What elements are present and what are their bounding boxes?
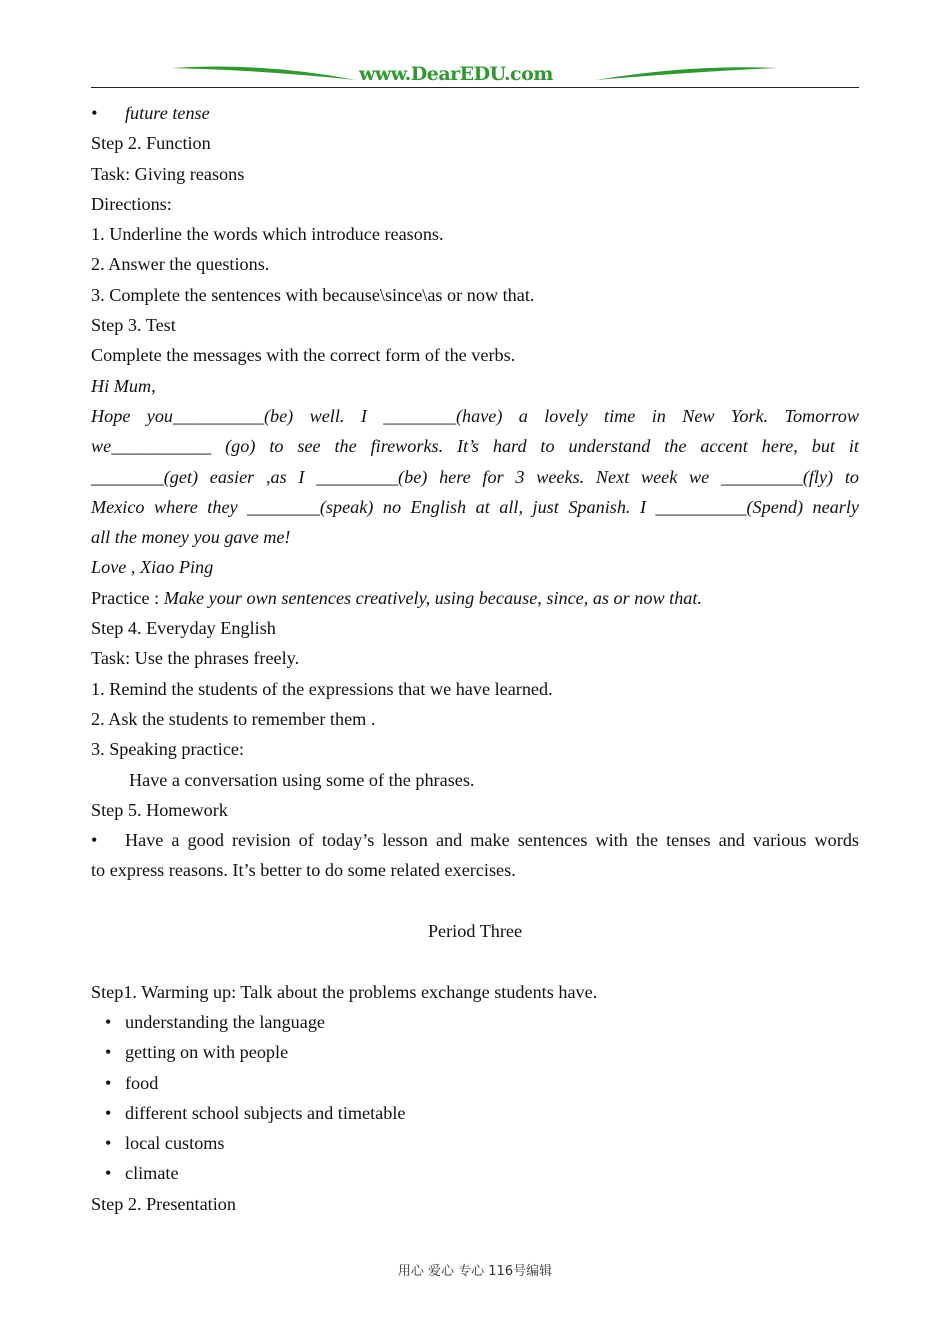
bullet-icon: • [105, 1163, 112, 1184]
step-heading: Step 3. Test [91, 315, 176, 336]
task-item: 2. Ask the students to remember them . [91, 708, 376, 729]
direction-item: 2. Answer the questions. [91, 254, 270, 275]
task-line: Task: Giving reasons [91, 163, 245, 184]
practice-label: Practice : [91, 587, 164, 608]
page-footer: 用心 爱心 专心 116号编辑 [397, 1264, 553, 1279]
step-heading: Step 4. Everyday English [91, 618, 276, 639]
letter-line: we___________ (go) to see the fireworks. It’s hard to understand the accent here, but it [91, 436, 859, 457]
text: food [125, 1072, 159, 1093]
direction-item: 3. Complete the sentences with because\since\as or now that. [91, 284, 535, 305]
letter-line: Hope you__________(be) well. I ________(have) a lovely time in New York. Tomorrow [91, 405, 859, 426]
bullet-icon: • [105, 1133, 112, 1154]
bullet-icon: • [105, 1102, 112, 1123]
practice-line [91, 583, 859, 613]
task-subitem: Have a conversation using some of the phrases. [129, 769, 475, 790]
step-heading: Step 2. Presentation [91, 1193, 236, 1214]
text: understanding the language [125, 1011, 326, 1032]
page-header [91, 62, 859, 88]
task-item: 3. Speaking practice: [91, 739, 245, 760]
header-rule [91, 87, 859, 88]
directions-label: Directions: [91, 193, 172, 214]
list-item [91, 1037, 859, 1067]
period-heading: Period Three [427, 921, 523, 942]
list-item [91, 1007, 859, 1037]
spacer [91, 946, 859, 976]
letter-line: ________(get) easier ,as I _________(be) here for 3 weeks. Next week we _________(fly) to [91, 466, 859, 487]
list-item [91, 1128, 859, 1158]
list-item [91, 1068, 859, 1098]
homework-item [91, 825, 859, 855]
step-heading: Step 2. Function [91, 133, 211, 154]
letter-greeting: Hi Mum, [91, 375, 156, 396]
text: local customs [125, 1133, 225, 1154]
bullet-icon: • [91, 830, 98, 851]
direction-item: 1. Underline the words which introduce reasons. [91, 224, 444, 245]
letter-signoff: Love , Xiao Ping [91, 557, 214, 578]
list-item [91, 98, 859, 128]
task-item: 1. Remind the students of the expressions that we have learned. [91, 678, 553, 699]
text: climate [125, 1163, 179, 1184]
spacer [91, 886, 859, 916]
letter-line: all the money you gave me! [91, 527, 291, 548]
homework-continued: to express reasons. It’s better to do some related exercises. [91, 860, 516, 881]
site-logo: www.DearEDU.com [359, 63, 553, 85]
bullet-icon: • [105, 1072, 112, 1093]
text: different school subjects and timetable [125, 1102, 406, 1123]
bullet-icon: • [105, 1042, 112, 1063]
bullet-icon: • [105, 1011, 112, 1032]
document-body [91, 98, 859, 1219]
list-item [91, 1098, 859, 1128]
letter-line: Mexico where they ________(speak) no English at all, just Spanish. I __________(Spend) nearly [91, 496, 859, 517]
text: getting on with people [125, 1042, 289, 1063]
text: Have a good revision of today’s lesson and make sentences with the tenses and various words [125, 830, 859, 851]
text: future tense [125, 103, 210, 123]
instruction: Complete the messages with the correct form of the verbs. [91, 345, 516, 366]
step-heading: Step 5. Homework [91, 799, 228, 820]
bullet-icon: • [91, 103, 98, 123]
list-item [91, 1158, 859, 1188]
task-line: Task: Use the phrases freely. [91, 648, 300, 669]
practice-text: Make your own sentences creatively, using because, since, as or now that. [163, 587, 702, 608]
step-heading: Step1. Warming up: Talk about the problems exchange students have. [91, 981, 598, 1002]
